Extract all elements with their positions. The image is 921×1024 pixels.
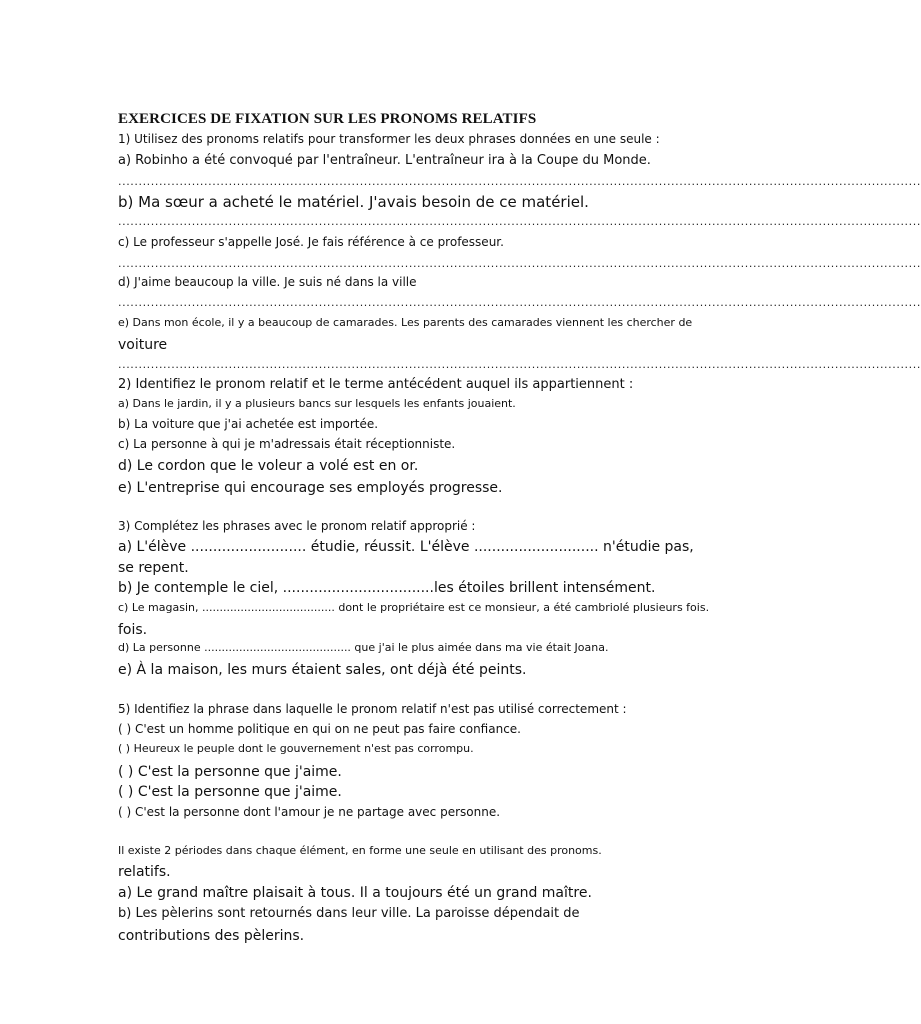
- ex1-item-a: a) Robinho a été convoqué par l'entraîneur. L'entraîneur ira à la Coupe du Monde.: [118, 153, 651, 168]
- ex5-option: ( ) C'est la personne dont l'amour je ne partage avec personne.: [118, 805, 501, 819]
- ex3-item-c: c) Le magasin, ...................................... dont le propriétaire est ce monsieur, a été cambriolé plusieurs fois.: [118, 601, 710, 614]
- ex3-item-b: b) Je contemple le ciel, ..................................les étoiles brillent intensément.: [118, 580, 656, 596]
- ex2-instruction: 2) Identifiez le pronom relatif et le terme antécédent auquel ils appartiennent :: [118, 377, 634, 392]
- ex3-item-d: d) La personne .......................................... que j'ai le plus aimée dans ma vie était Joana.: [118, 641, 609, 654]
- ex2-item-c: c) La personne à qui je m'adressais était réceptionniste.: [118, 437, 456, 451]
- answer-line: ....................................................................................................................................................................................................: [118, 296, 921, 309]
- ex2-item-b: b) La voiture que j'ai achetée est importée.: [118, 417, 379, 431]
- ex1-item-e-continuation: voiture: [118, 337, 168, 353]
- ex3-instruction: 3) Complétez les phrases avec le pronom relatif approprié :: [118, 519, 476, 533]
- ex6-instruction: Il existe 2 périodes dans chaque élément, en forme une seule en utilisant des pronoms.: [118, 844, 602, 857]
- answer-line: ....................................................................................................................................................................................................: [118, 215, 921, 228]
- ex5-option: ( ) Heureux le peuple dont le gouvernement n'est pas corrompu.: [118, 742, 474, 755]
- ex5-instruction: 5) Identifiez la phrase dans laquelle le pronom relatif n'est pas utilisé correctement :: [118, 702, 627, 716]
- answer-line: ....................................................................................................................................................................................................: [118, 257, 921, 270]
- ex5-option: ( ) C'est la personne que j'aime.: [118, 764, 342, 780]
- ex3-item-e: e) À la maison, les murs étaient sales, ont déjà été peints.: [118, 662, 527, 678]
- ex1-instruction: 1) Utilisez des pronoms relatifs pour transformer les deux phrases données en une seule :: [118, 132, 660, 146]
- ex6-instruction-continuation: relatifs.: [118, 864, 171, 880]
- ex5-option: ( ) C'est un homme politique en qui on ne peut pas faire confiance.: [118, 722, 521, 736]
- answer-line: ....................................................................................................................................................................................................: [118, 358, 921, 371]
- ex2-item-d: d) Le cordon que le voleur a volé est en or.: [118, 458, 419, 474]
- ex1-item-b: b) Ma sœur a acheté le matériel. J'avais besoin de ce matériel.: [118, 193, 589, 211]
- ex3-item-c-continuation: fois.: [118, 622, 148, 638]
- ex6-item-a: a) Le grand maître plaisait à tous. Il a toujours été un grand maître.: [118, 885, 592, 901]
- ex1-item-d: d) J'aime beaucoup la ville. Je suis né dans la ville: [118, 275, 417, 289]
- ex3-item-a: a) L'élève .......................... étudie, réussit. L'élève ............................ n'étudie pas,: [118, 539, 694, 555]
- ex3-item-a-continuation: se repent.: [118, 560, 189, 576]
- ex1-item-c: c) Le professeur s'appelle José. Je fais référence à ce professeur.: [118, 235, 504, 249]
- ex2-item-a: a) Dans le jardin, il y a plusieurs bancs sur lesquels les enfants jouaient.: [118, 397, 516, 410]
- answer-line: ....................................................................................................................................................................................................: [118, 175, 921, 188]
- document-title: EXERCICES DE FIXATION SUR LES PRONOMS RELATIFS: [118, 111, 537, 127]
- ex6-item-b: b) Les pèlerins sont retournés dans leur ville. La paroisse dépendait de: [118, 906, 580, 921]
- ex6-item-b-continuation: contributions des pèlerins.: [118, 928, 305, 944]
- ex5-option: ( ) C'est la personne que j'aime.: [118, 784, 342, 800]
- ex2-item-e: e) L'entreprise qui encourage ses employés progresse.: [118, 480, 503, 496]
- ex1-item-e: e) Dans mon école, il y a beaucoup de camarades. Les parents des camarades viennent les chercher de: [118, 316, 693, 329]
